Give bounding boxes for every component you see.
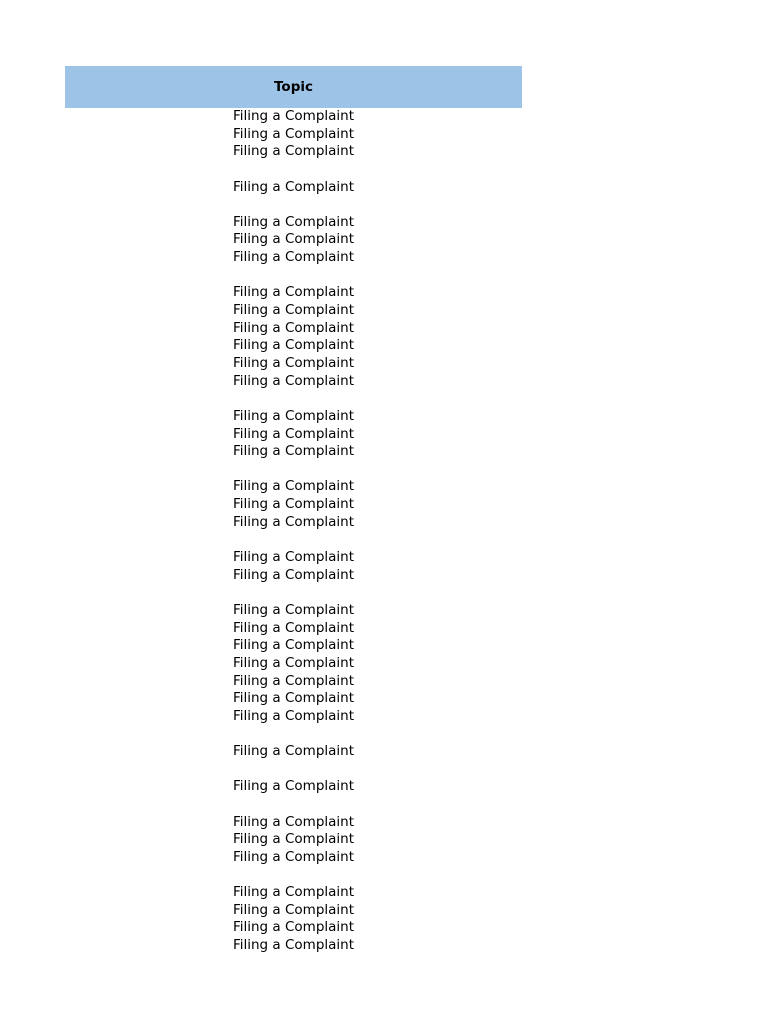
table-row: Filing a Complaint bbox=[232, 354, 355, 371]
table-row: Filing a Complaint bbox=[232, 125, 355, 142]
table-row: Filing a Complaint bbox=[232, 213, 355, 230]
table-row: Filing a Complaint bbox=[232, 690, 355, 707]
table-row: Filing a Complaint bbox=[232, 425, 355, 442]
table-row: Filing a Complaint bbox=[232, 743, 355, 760]
table-row: Filing a Complaint bbox=[232, 884, 355, 901]
table-row-empty bbox=[65, 196, 522, 214]
table-row: Filing a Complaint bbox=[232, 478, 355, 495]
table-row: Filing a Complaint bbox=[232, 901, 355, 918]
table-row: Filing a Complaint bbox=[232, 337, 355, 354]
table-row-empty bbox=[65, 867, 522, 885]
table-row: Filing a Complaint bbox=[232, 672, 355, 689]
table-row: Filing a Complaint bbox=[232, 513, 355, 530]
table-row-empty bbox=[65, 584, 522, 602]
table-row-empty bbox=[65, 531, 522, 549]
table-row: Filing a Complaint bbox=[232, 831, 355, 848]
table-row: Filing a Complaint bbox=[232, 848, 355, 865]
table-row: Filing a Complaint bbox=[232, 707, 355, 724]
table-row: Filing a Complaint bbox=[232, 496, 355, 513]
table-row: Filing a Complaint bbox=[232, 637, 355, 654]
table-row: Filing a Complaint bbox=[232, 143, 355, 160]
table-row-empty bbox=[65, 725, 522, 743]
table-row-empty bbox=[65, 761, 522, 779]
table-row: Filing a Complaint bbox=[232, 249, 355, 266]
table-row-empty bbox=[65, 161, 522, 179]
table-header bbox=[65, 66, 522, 108]
table-row-empty bbox=[65, 267, 522, 285]
column-header-topic: Topic bbox=[274, 79, 313, 95]
table-row-empty bbox=[65, 796, 522, 814]
table-row: Filing a Complaint bbox=[232, 619, 355, 636]
table-row-empty bbox=[65, 461, 522, 479]
table-row: Filing a Complaint bbox=[232, 919, 355, 936]
table-row: Filing a Complaint bbox=[232, 231, 355, 248]
table-row: Filing a Complaint bbox=[232, 319, 355, 336]
table-row: Filing a Complaint bbox=[232, 302, 355, 319]
table-row: Filing a Complaint bbox=[232, 566, 355, 583]
table-row: Filing a Complaint bbox=[232, 601, 355, 618]
table-row-empty bbox=[65, 390, 522, 408]
table-row: Filing a Complaint bbox=[232, 813, 355, 830]
table-row: Filing a Complaint bbox=[232, 937, 355, 954]
table-row: Filing a Complaint bbox=[232, 778, 355, 795]
table-row: Filing a Complaint bbox=[232, 284, 355, 301]
table-row: Filing a Complaint bbox=[232, 407, 355, 424]
table-body bbox=[65, 108, 522, 955]
table-row: Filing a Complaint bbox=[232, 108, 355, 124]
table-row: Filing a Complaint bbox=[232, 549, 355, 566]
table-row: Filing a Complaint bbox=[232, 372, 355, 389]
table-row: Filing a Complaint bbox=[232, 178, 355, 195]
table-row: Filing a Complaint bbox=[232, 443, 355, 460]
table-row: Filing a Complaint bbox=[232, 654, 355, 671]
